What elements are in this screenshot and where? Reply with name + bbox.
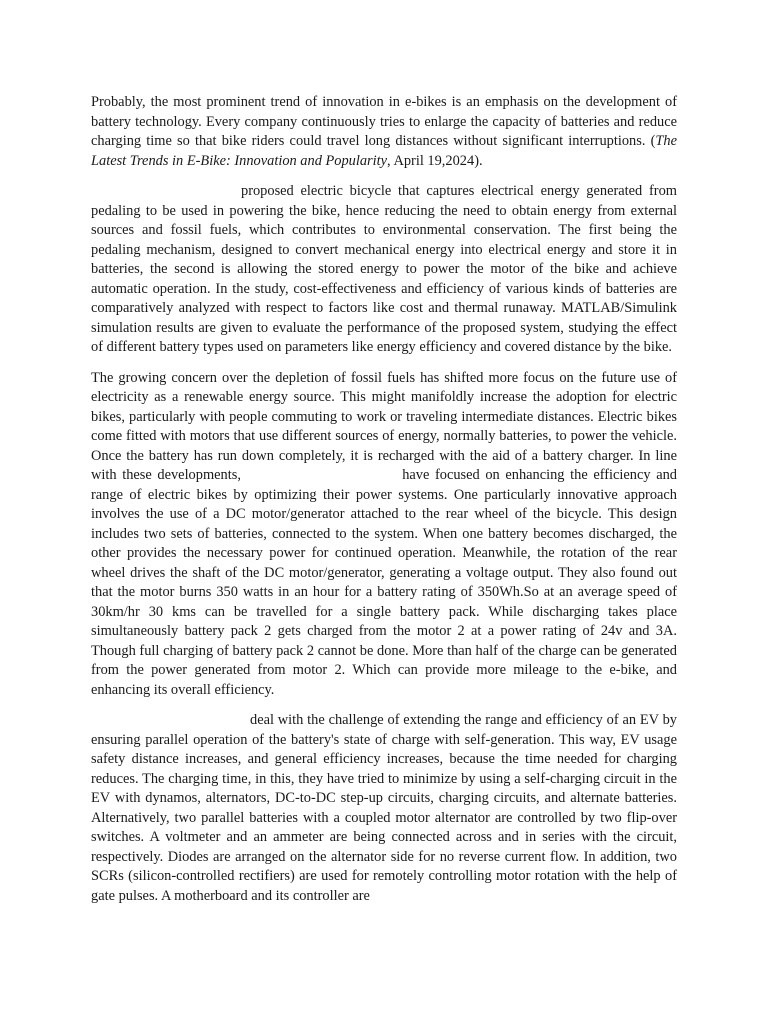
paragraph-pedal-bicycle (91, 182, 677, 358)
paragraph-text: Probably, the most prominent trend of innovation in e-bikes is an emphasis on the development of battery technology. Every company continuously tries to enlarge the capacity of batteries and reduce charging time so that bike riders could travel long distances without significant interruptions. ( (91, 94, 677, 149)
paragraph-text: proposed electric bicycle that captures electrical energy generated from pedaling to be used in powering the bike, hence reducing the need to obtain energy from external sources and fossil fuels, which contributes to environmental conservation. The first being the pedaling mechanism, designed to convert mechanical energy into electrical energy and store it in batteries, the second is allowing the stored energy to power the motor of the bike and achieve automatic operation. In the study, cost-effectiveness and efficiency of various kinds of batteries are comparatively analyzed with respect to factors like cost and thermal runaway. MATLAB/Simulink simulation results are given to evaluate the performance of the proposed system, studying the effect of different battery types used on parameters like energy efficiency and covered distance by the bike. (91, 183, 677, 355)
paragraph-text: The growing concern over the depletion of fossil fuels has shifted more focus on the future use of electricity as a renewable energy source. This might manifoldly increase the adoption for electric bikes, particularly with people commuting to work or traveling intermediate distances. Electric bikes come fitted with motors that use different sources of energy, normally batteries, to power the vehicle. Once the battery has run down completely, it is recharged with the aid of a battery charger. In line with these developments, (91, 369, 677, 483)
paragraph-text-continued: have focused on enhancing the efficiency and range of electric bikes by optimizing their power systems. One particularly innovative approach involves the use of a DC motor/generator attached to the rear wheel of the bicycle. This design includes two sets of batteries, connected to the system. When one battery becomes discharged, the other provides the necessary power for continued operation. Meanwhile, the rotation of the rear wheel drives the shaft of the DC motor/generator, generating a voltage output. They also found out that the motor burns 350 watts in an hour for a battery rating of 350Wh.So at an average speed of 30km/hr 30 kms can be travelled for a single battery pack. While discharging takes place simultaneously battery pack 2 gets charged from the motor 2 at a power rating of 24v and 3A. Though full charging of battery pack 2 cannot be done. More than half of the charge can be generated from the power generated from motor 2. Which can provide more mileage to the e-bike, and enhancing its overall efficiency. (91, 467, 677, 698)
paragraph-battery-trends (91, 93, 677, 171)
paragraph-dc-motor-generator (91, 369, 677, 701)
paragraph-text: deal with the challenge of extending the range and efficiency of an EV by ensuring parallel operation of the battery's state of charge with self-generation. This way, EV usage safety distance increases, and general efficiency increases, because the time needed for charging reduces. The charging time, in this, they have tried to minimize by using a self-charging circuit in the EV with dynamos, alternators, DC-to-DC step-up circuits, charging circuits, and alternate batteries. Alternatively, two parallel batteries with a coupled motor alternator are controlled by two flip-over switches. A voltmeter and an ammeter are being connected across and in series with the circuit, respectively. Diodes are arranged on the alternator side for no reverse current flow. In addition, two SCRs (silicon-controlled rectifiers) are used for remotely controlling motor rotation with the help of gate pulses. A motherboard and its controller are (91, 712, 677, 904)
document-page (91, 93, 677, 906)
citation-title: The Latest Trends in E-Bike: Innovation and Popularity (91, 133, 677, 169)
paragraph-self-charging-ev (91, 711, 677, 906)
citation-date: , April 19,2024). (387, 152, 483, 169)
